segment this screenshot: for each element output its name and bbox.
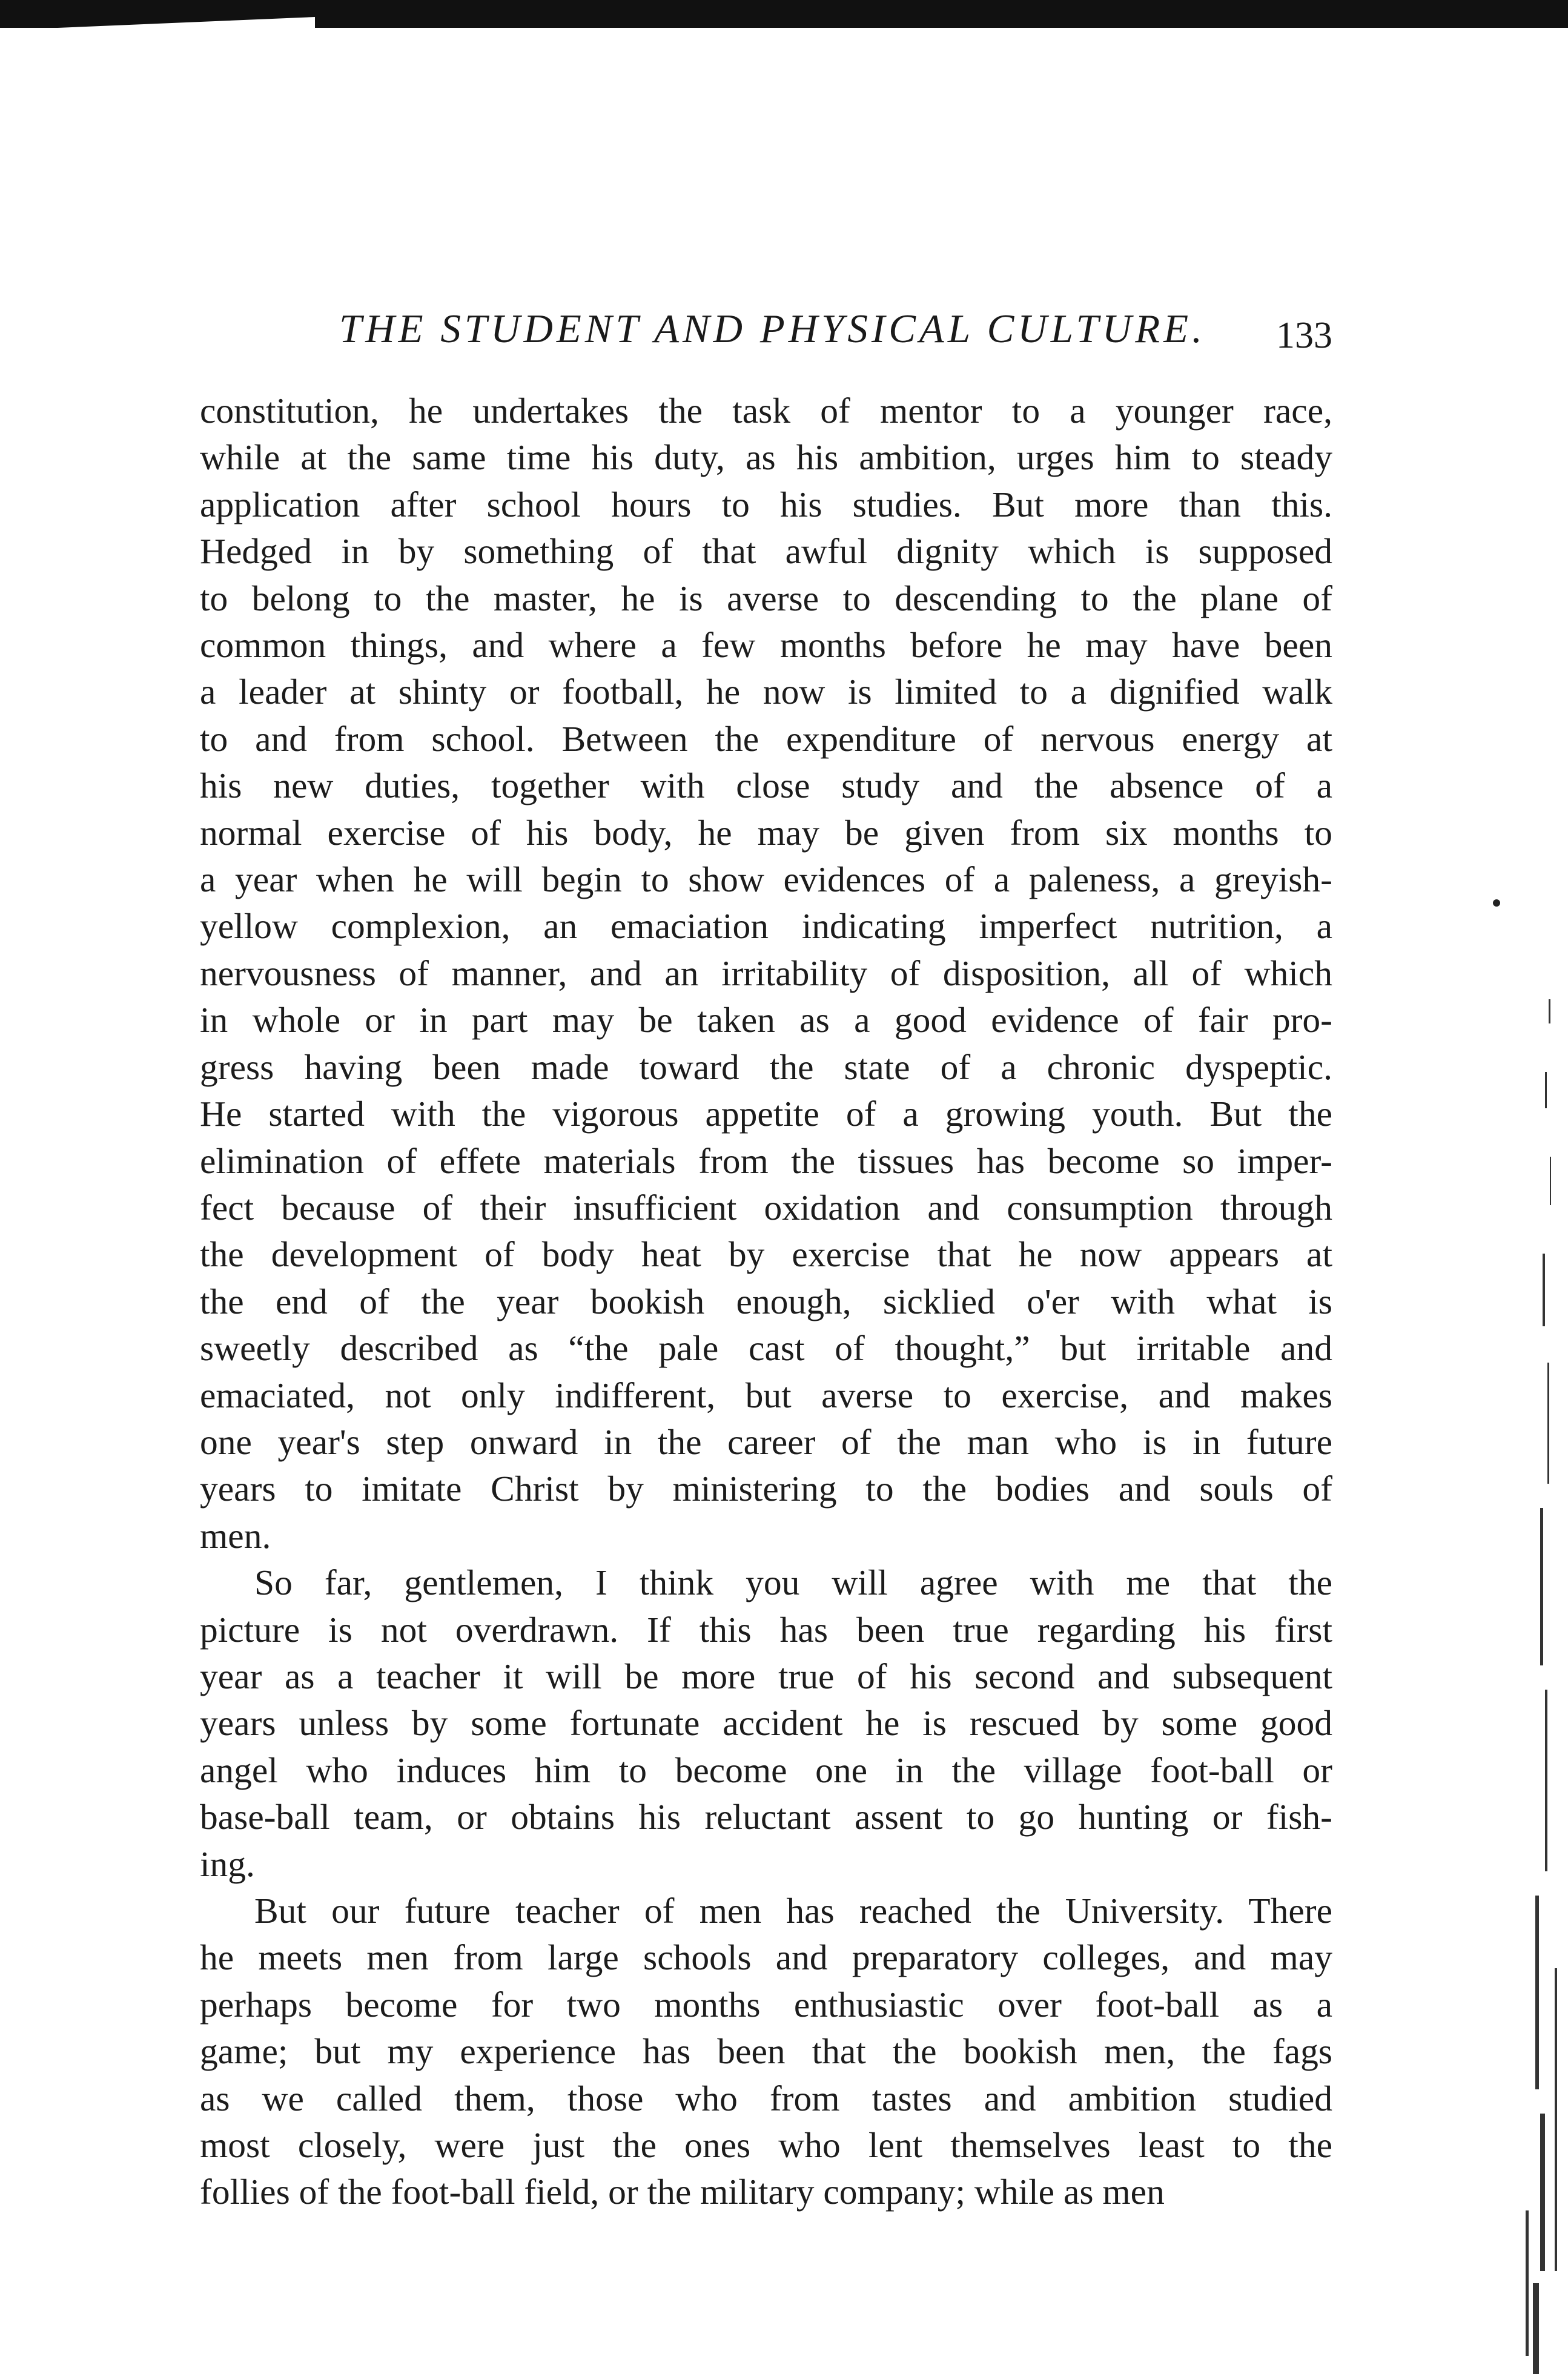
text-line: he meets men from large schools and preparatory colleges, and may	[200, 1937, 1332, 1978]
text-line: He started with the vigorous appetite of a growing youth. But the	[200, 1094, 1332, 1134]
text-line: to and from school. Between the expenditure of nervous energy at	[200, 718, 1332, 759]
text-line: perhaps become for two months enthusiastic over foot-ball as a	[200, 1984, 1332, 2025]
text-line: game; but my experience has been that the bookish men, the fags	[200, 2031, 1332, 2072]
text-line: Hedged in by something of that awful dignity which is supposed	[200, 531, 1332, 572]
text-line: while at the same time his duty, as his ambition, urges him to steady	[200, 437, 1332, 478]
text-line: his new duties, together with close study and the absence of a	[200, 765, 1332, 806]
page-header	[200, 306, 1332, 366]
text-line: sweetly described as “the pale cast of thought,” but irritable and	[200, 1328, 1332, 1369]
text-line: most closely, were just the ones who lent themselves least to the	[200, 2125, 1332, 2166]
paragraph-2	[200, 1559, 1332, 1888]
text-line: years to imitate Christ by ministering to the bodies and souls of	[200, 1469, 1332, 1509]
text-line: as we called them, those who from tastes and ambition studied	[200, 2078, 1332, 2118]
text-line: constitution, he undertakes the task of mentor to a younger race,	[200, 391, 1332, 431]
paragraph-3	[200, 1888, 1332, 2216]
text-line: ing.	[200, 1843, 255, 1884]
text-line: the development of body heat by exercise that he now appears at	[200, 1234, 1332, 1275]
text-line: angel who induces him to become one in the village foot-ball or	[200, 1750, 1332, 1790]
text-line: application after school hours to his studies. But more than this.	[200, 484, 1332, 524]
paragraph-1	[200, 388, 1332, 1559]
text-line: gress having been made toward the state of a chronic dyspeptic.	[200, 1046, 1332, 1087]
text-line: the end of the year bookish enough, sicklied o'er with what is	[200, 1281, 1332, 1321]
text-line: one year's step onward in the career of the man who is in future	[200, 1421, 1332, 1462]
text-line: But our future teacher of men has reached the University. There	[254, 1891, 1332, 1931]
text-line: a year when he will begin to show evidences of a paleness, a greyish-	[200, 859, 1332, 900]
text-line: to belong to the master, he is averse to descending to the plane of	[200, 578, 1332, 618]
text-line: follies of the foot-ball field, or the military company; while as men	[200, 2172, 1165, 2212]
text-line: year as a teacher it will be more true of his second and subsequent	[200, 1656, 1332, 1696]
text-line: men.	[200, 1515, 271, 1556]
text-line: common things, and where a few months before he may have been	[200, 625, 1332, 666]
text-line: picture is not overdrawn. If this has been true regarding his first	[200, 1609, 1332, 1650]
text-line: nervousness of manner, and an irritability of disposition, all of which	[200, 953, 1332, 993]
scan-edge-artifacts	[1477, 999, 1568, 2377]
text-line: yellow complexion, an emaciation indicating imperfect nutrition, a	[200, 906, 1332, 947]
body-text	[200, 388, 1332, 2313]
running-title: THE STUDENT AND PHYSICAL CULTURE.	[339, 306, 1206, 351]
page-number: 133	[1276, 315, 1332, 356]
text-line: a leader at shinty or football, he now is limited to a dignified walk	[200, 672, 1332, 712]
text-line: emaciated, not only indifferent, but averse to exercise, and makes	[200, 1375, 1332, 1415]
margin-speck	[1493, 899, 1500, 907]
text-line: in whole or in part may be taken as a good evidence of fair pro-	[200, 1000, 1332, 1040]
text-line: base-ball team, or obtains his reluctant assent to go hunting or fish-	[200, 1797, 1332, 1837]
text-line: fect because of their insufficient oxidation and consumption through	[200, 1187, 1332, 1228]
text-line: elimination of effete materials from the tissues has become so imper-	[200, 1140, 1332, 1181]
text-line: normal exercise of his body, he may be given from six months to	[200, 812, 1332, 853]
text-line: So far, gentlemen, I think you will agree with me that the	[254, 1562, 1332, 1603]
text-line: years unless by some fortunate accident he is rescued by some good	[200, 1703, 1332, 1744]
